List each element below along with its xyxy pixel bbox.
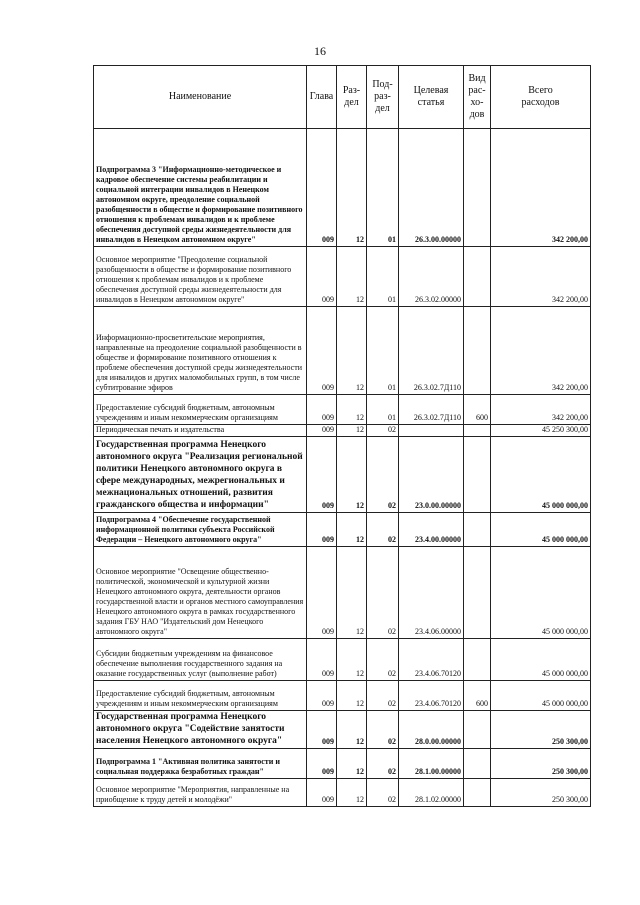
- row-celevaya-cell: 23.4.06.00000: [399, 547, 464, 639]
- row-name-cell: Подпрограмма 4 "Обеспечение государственной информационной политики субъекта Российской Федерации – Ненецкого автономного округа": [94, 513, 307, 547]
- row-razdel-cell: 12: [337, 513, 367, 547]
- header-podrazdel: Под- раз- дел: [367, 66, 399, 129]
- row-celevaya-cell: 23.4.06.70120: [399, 681, 464, 711]
- table-row: [94, 129, 591, 247]
- header-glava: Глава: [307, 66, 337, 129]
- row-celevaya-cell: 26.3.00.00000: [399, 129, 464, 247]
- row-glava-cell: 009: [307, 437, 337, 513]
- row-vid-cell: [464, 749, 491, 779]
- row-vid-cell: [464, 425, 491, 437]
- table-row: [94, 307, 591, 395]
- row-glava-cell: 009: [307, 247, 337, 307]
- row-total-cell: 342 200,00: [491, 307, 591, 395]
- row-total-cell: 45 000 000,00: [491, 437, 591, 513]
- header-name: Наименование: [94, 66, 307, 129]
- row-name-cell: Периодическая печать и издательства: [94, 425, 307, 437]
- header-vid-rashodov: Вид рас- хо- дов: [464, 66, 491, 129]
- row-podrazdel-cell: 02: [367, 749, 399, 779]
- row-vid-cell: [464, 639, 491, 681]
- row-total-cell: 250 300,00: [491, 711, 591, 749]
- row-celevaya-cell: 23.4.00.00000: [399, 513, 464, 547]
- row-celevaya-cell: 28.1.00.00000: [399, 749, 464, 779]
- row-celevaya-cell: [399, 425, 464, 437]
- row-razdel-cell: 12: [337, 547, 367, 639]
- row-vid-cell: [464, 437, 491, 513]
- row-vid-cell: [464, 711, 491, 749]
- row-glava-cell: 009: [307, 513, 337, 547]
- row-total-cell: 45 250 300,00: [491, 425, 591, 437]
- row-total-cell: 250 300,00: [491, 779, 591, 807]
- row-podrazdel-cell: 02: [367, 711, 399, 749]
- row-name-cell: Основное мероприятие "Мероприятия, направленные на приобщение к труду детей и молодёжи": [94, 779, 307, 807]
- row-total-cell: 45 000 000,00: [491, 547, 591, 639]
- table-row: [94, 513, 591, 547]
- header-row: [94, 66, 591, 129]
- row-glava-cell: 009: [307, 129, 337, 247]
- row-total-cell: 342 200,00: [491, 395, 591, 425]
- row-glava-cell: 009: [307, 639, 337, 681]
- row-razdel-cell: 12: [337, 307, 367, 395]
- row-name-cell: Субсидии бюджетным учреждениям на финансовое обеспечение выполнения государственного задания на оказание государственных услуг (выполнение работ): [94, 639, 307, 681]
- row-razdel-cell: 12: [337, 639, 367, 681]
- row-razdel-cell: 12: [337, 437, 367, 513]
- table-row: [94, 681, 591, 711]
- row-vid-cell: [464, 547, 491, 639]
- row-celevaya-cell: 28.0.00.00000: [399, 711, 464, 749]
- row-glava-cell: 009: [307, 681, 337, 711]
- row-total-cell: 45 000 000,00: [491, 681, 591, 711]
- table-row: [94, 639, 591, 681]
- row-total-cell: 342 200,00: [491, 129, 591, 247]
- row-vid-cell: [464, 247, 491, 307]
- row-celevaya-cell: 26.3.02.00000: [399, 247, 464, 307]
- row-razdel-cell: 12: [337, 395, 367, 425]
- row-total-cell: 250 300,00: [491, 749, 591, 779]
- row-razdel-cell: 12: [337, 681, 367, 711]
- row-podrazdel-cell: 02: [367, 425, 399, 437]
- row-name-cell: Информационно-просветительские мероприятия, направленные на преодоление социальной разобщенности в обществе и формирование позитивного отношения к проблеме обеспечения доступной среды жизнедеятельности для инвалидов и других маломобильных групп, в том числе субтитрование эфиров: [94, 307, 307, 395]
- row-celevaya-cell: 26.3.02.7Д110: [399, 307, 464, 395]
- row-podrazdel-cell: 02: [367, 639, 399, 681]
- row-celevaya-cell: 26.3.02.7Д110: [399, 395, 464, 425]
- row-glava-cell: 009: [307, 547, 337, 639]
- table-row: [94, 547, 591, 639]
- table-row: [94, 395, 591, 425]
- page-number: 16: [314, 44, 326, 58]
- row-vid-cell: [464, 779, 491, 807]
- row-podrazdel-cell: 02: [367, 681, 399, 711]
- row-celevaya-cell: 28.1.02.00000: [399, 779, 464, 807]
- table-row: [94, 437, 591, 513]
- budget-table: [93, 65, 591, 807]
- row-name-cell: Подпрограмма 3 "Информационно-методическое и кадровое обеспечение системы реабилитации и социальной интеграции инвалидов в Ненецком автономном округе, преодоление социальной разобщенности в обществе и формирование позитивного отношения к проблемам инвалидов и к проблеме обеспечения доступной среды жизнедеятельности для инвалидов в Ненецком автономном округе": [94, 129, 307, 247]
- row-name-cell: Основное мероприятие "Освещение общественно-политической, экономической и культурной жизни Ненецкого автономного округа, деятельности органов государственной власти и органов местного самоуправления Ненецкого автономного округа в рамках государственного задания ГБУ НАО "Издательский дом Ненецкого автономного округа": [94, 547, 307, 639]
- table-row: [94, 425, 591, 437]
- row-razdel-cell: 12: [337, 247, 367, 307]
- row-vid-cell: 600: [464, 395, 491, 425]
- table-row: [94, 247, 591, 307]
- row-vid-cell: [464, 513, 491, 547]
- row-glava-cell: 009: [307, 425, 337, 437]
- row-glava-cell: 009: [307, 307, 337, 395]
- row-celevaya-cell: 23.4.06.70120: [399, 639, 464, 681]
- row-podrazdel-cell: 02: [367, 547, 399, 639]
- row-podrazdel-cell: 02: [367, 437, 399, 513]
- row-razdel-cell: 12: [337, 129, 367, 247]
- row-glava-cell: 009: [307, 779, 337, 807]
- row-vid-cell: 600: [464, 681, 491, 711]
- row-podrazdel-cell: 01: [367, 395, 399, 425]
- row-razdel-cell: 12: [337, 711, 367, 749]
- row-podrazdel-cell: 01: [367, 307, 399, 395]
- row-podrazdel-cell: 02: [367, 779, 399, 807]
- row-name-cell: Предоставление субсидий бюджетным, автономным учреждениям и иным некоммерческим организациям: [94, 395, 307, 425]
- row-name-cell: Основное мероприятие "Преодоление социальной разобщенности в обществе и формирование позитивного отношения к проблемам инвалидов и к проблеме обеспечения доступной среды жизнедеятельности для инвалидов в Ненецком автономном округе": [94, 247, 307, 307]
- header-razdel: Раз- дел: [337, 66, 367, 129]
- row-razdel-cell: 12: [337, 779, 367, 807]
- row-podrazdel-cell: 02: [367, 513, 399, 547]
- row-glava-cell: 009: [307, 711, 337, 749]
- header-celevaya-statya: Целевая статья: [399, 66, 464, 129]
- row-glava-cell: 009: [307, 395, 337, 425]
- row-total-cell: 45 000 000,00: [491, 513, 591, 547]
- table-body: [94, 129, 591, 807]
- row-glava-cell: 009: [307, 749, 337, 779]
- row-name-cell: Государственная программа Ненецкого автономного округа "Содействие занятости населения Ненецкого автономного округа": [94, 711, 307, 749]
- header-total: Всего расходов: [491, 66, 591, 129]
- row-total-cell: 45 000 000,00: [491, 639, 591, 681]
- row-razdel-cell: 12: [337, 425, 367, 437]
- row-podrazdel-cell: 01: [367, 247, 399, 307]
- row-name-cell: Государственная программа Ненецкого автономного округа "Реализация региональной политики Ненецкого автономного округа в сфере международных, межрегиональных и межнациональных отношений, развития гражданского общества и информации": [94, 437, 307, 513]
- row-razdel-cell: 12: [337, 749, 367, 779]
- row-vid-cell: [464, 129, 491, 247]
- table-row: [94, 779, 591, 807]
- row-vid-cell: [464, 307, 491, 395]
- row-podrazdel-cell: 01: [367, 129, 399, 247]
- row-total-cell: 342 200,00: [491, 247, 591, 307]
- row-celevaya-cell: 23.0.00.00000: [399, 437, 464, 513]
- table-row: [94, 711, 591, 749]
- row-name-cell: Подпрограмма 1 "Активная политика занятости и социальная поддержка безработных граждан": [94, 749, 307, 779]
- row-name-cell: Предоставление субсидий бюджетным, автономным учреждениям и иным некоммерческим организациям: [94, 681, 307, 711]
- table-row: [94, 749, 591, 779]
